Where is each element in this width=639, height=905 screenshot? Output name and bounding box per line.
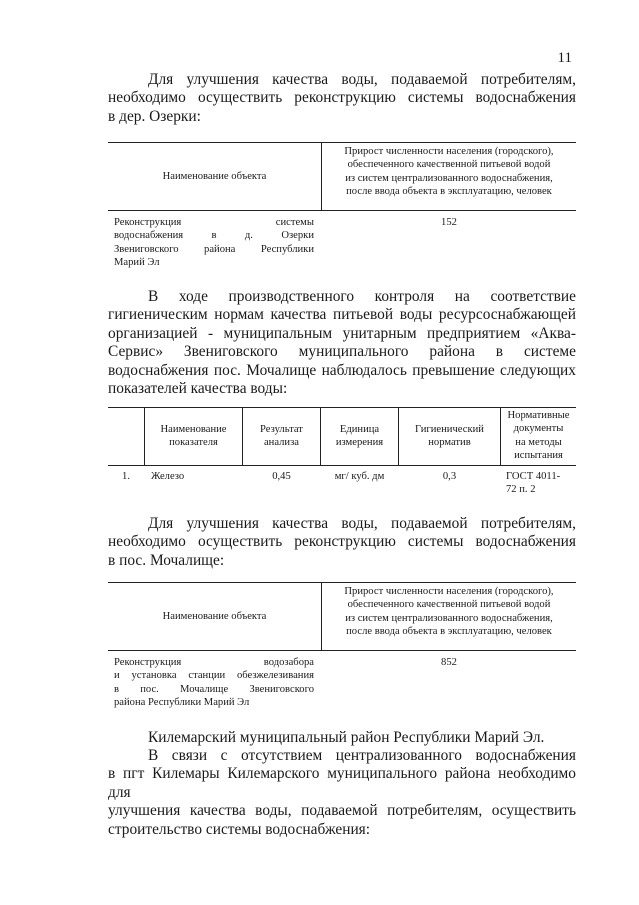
section-heading-kilemary: Килемарский муниципальный район Республики Марий Эл. xyxy=(148,729,545,746)
paragraph-kilemary: В связи с отсутствием централизованного водоснабжения в пгт Килемары Килемарского муниципального района необходимо для улучшения качества воды, подаваемой потребителям, осуществить строительство системы водоснабжения: xyxy=(108,747,576,838)
cell-docs: ГОСТ 4011- 72 п. 2 xyxy=(506,471,561,496)
header-norm: Гигиенический норматив xyxy=(415,424,484,449)
header-result: Результат анализа xyxy=(260,424,303,449)
cell-result: 0,45 xyxy=(272,471,291,482)
header-object-name: Наименование объекта xyxy=(162,611,267,622)
cell-row-number: 1. xyxy=(122,471,130,482)
cell-value: 852 xyxy=(441,657,457,668)
text-line: необходимо осуществить реконструкцию системы водоснабжения xyxy=(108,89,576,107)
cell-value: 152 xyxy=(441,217,457,228)
cell-indicator: Железо xyxy=(151,471,185,482)
table-mochalishche xyxy=(108,582,576,712)
text-line: Для улучшения качества воды, подаваемой потребителям, xyxy=(148,71,576,88)
table-quality xyxy=(108,407,576,503)
text-line: в дер. Озерки: xyxy=(108,107,201,125)
header-unit: Единица измерения xyxy=(335,424,384,449)
header-object-name: Наименование объекта xyxy=(162,171,267,182)
paragraph-control-intro: В ходе производственного контроля на соответствие гигиеническим нормам качества питьевой воды ресурсоснабжающей организацией - муниципальным унитарным предприятием «Аква- Сервис» Звениговского муниципального района в системе водоснабжения пос. Мочалище наблюдалось превышение следующих показателей качества воды: xyxy=(108,288,576,398)
page-number: 11 xyxy=(557,50,572,66)
header-docs: Нормативные документы на методы испытания xyxy=(507,410,570,462)
cell-norm: 0,3 xyxy=(442,471,457,482)
cell-object: Реконструкция системы водоснабжения в д. Озерки Звениговского района Республики Марий Эл xyxy=(114,217,314,269)
table-ozerki xyxy=(108,142,576,272)
header-indicator: Наименование показателя xyxy=(160,424,227,449)
paragraph-mochalishche-intro: Для улучшения качества воды, подаваемой потребителям, необходимо осуществить реконструкцию системы водоснабжения в пос. Мочалище: xyxy=(108,515,576,569)
paragraph-ozerki-intro xyxy=(108,71,576,126)
header-population-growth: Прирост численности населения (городского), обеспеченного качественной питьевой водой из систем централизованного водоснабжения, после ввода объекта в эксплуатацию, человек xyxy=(344,146,554,198)
header-population-growth: Прирост численности населения (городского), обеспеченного качественной питьевой водой из систем централизованного водоснабжения, после ввода объекта в эксплуатацию, человек xyxy=(344,586,554,638)
cell-object: Реконструкция водозабора и установка станции обезжелезивания в пос. Мочалище Звениговского района Республики Марий Эл xyxy=(114,657,314,709)
cell-unit: мг/ куб. дм xyxy=(334,471,385,482)
